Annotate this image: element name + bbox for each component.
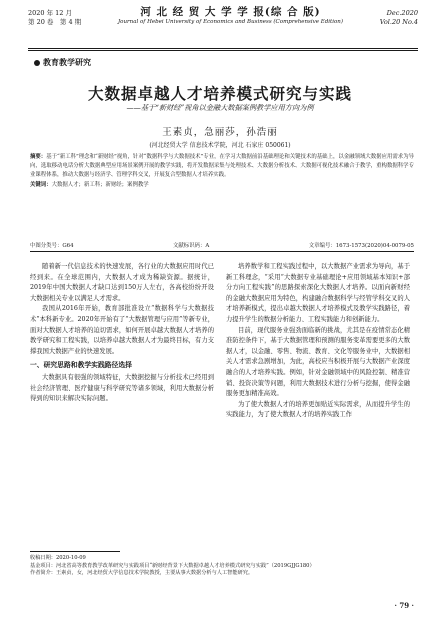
header-center [118, 4, 343, 25]
header-volume-en: Vol.20 No.4 [379, 18, 418, 26]
keywords-text: 大数据人才；新工科；新财经；案例教学 [51, 181, 149, 188]
journal-title-en: Journal of Hebei University of Economics and Business (Comprehensive Edition) [117, 19, 343, 25]
document-code: 文献标识码：A [173, 243, 210, 249]
received-date: 收稿日期：2020-10-09 [30, 555, 86, 561]
article-authors: 王素贞，急丽莎，孙浩丽 [162, 127, 278, 138]
paragraph: 为了使大数据人才的培养更加贴近实际需求，从而提升学生的实践能力，为了使大数据人才的培养实践工作 [226, 400, 410, 419]
paragraph: 随着新一代信息技术的快速发展，各行业的大数据应用时代已经到来。在全球范围内，大数据人才成为稀缺资源。据统计，2019年中国大数据人才缺口达到150万人左右，各高校纷纷开设大数据相关专业以满足人才需求。 [30, 263, 214, 302]
abstract-text: 基于“新工科”理念和“新财经”视角，针对“数据科学与大数据技术”专业，在学习大数据前沿基础理论和关键技术的基础上，以金融领域大数据应用需求为导向，选取移动电话分析大数据典型应用场景案例开展的教学实践，将开发数据采集与处理技术、大数据分析技术、大数据可视化技术融合于教学，重构数据科学专业课程体系，推动大数据与经济学、管理学科交叉，开展复合型数据人才培养实践。 [30, 154, 414, 179]
header-left [28, 9, 81, 27]
fund-info: 基金项目：河北省高等教育教学改革研究与实践项目“新财经背景下大数据卓越人才培养模式研究与实践”（2019GJJG180） [30, 562, 315, 569]
section-tag-label: 教育教学研究 [43, 58, 91, 67]
abstract-block [30, 153, 414, 190]
keywords [30, 181, 414, 190]
paragraph: 目前，现代服务业强劲面临新的挑战，尤其是在疫情常态化精准防控条件下，基于大数据管理和预测的服务变革需要更多的大数据人才，以金融、零售、物流、教育、文化等服务业中，大数据相关人才需求急剧增加，为此，高校应当积极开展与大数据产业深度融合的人才培养实践。例如，针对金融领域中的风险控制、精准营销、投资决策等问题，利用大数据技术进行分析与挖掘，使得金融服务更加精准高效。 [226, 326, 410, 398]
meta-divider [30, 251, 414, 252]
article-subtitle: ——基于“新财经”视角以金融大数据案例教学应用方向为例 [126, 103, 314, 112]
article-title: 大数据卓越人才培养模式研究与实践 [87, 84, 352, 103]
header-date-en: Dec.2020 [386, 9, 418, 17]
section-tag [34, 57, 91, 68]
body-column-right [226, 262, 410, 421]
header-volume-issue: 第 20 卷 第 4 期 [28, 18, 82, 26]
paragraph: 我国从2016年开始，教育部批准设立“数据科学与大数据技术”本科新专业。2020年开始有了“大数据管理与应用”等新专业，面对大数据人才培养的迫切需求，如何开展卓越大数据人才培养的教学研究和工程实践，以培养卓越大数据人才为最终目标，有力支撑我国大数据产业的快速发展。 [30, 305, 214, 355]
author-info: 作者简介：王素贞，女，河北经贸大学信息技术学院教授，主要从事大数据分析与人工智能研究。 [30, 570, 254, 577]
header-year-month: 2020 年 12 月 [28, 9, 73, 17]
footnote-divider [30, 551, 120, 552]
body-column-left [30, 262, 214, 405]
header-right [380, 9, 418, 27]
clc-number: 中图分类号：G64 [30, 243, 74, 249]
article-number: 文章编号：1673-1573(2020)04-0079-05 [308, 243, 414, 249]
classification-row [30, 241, 414, 249]
header-rule [28, 48, 418, 51]
footnote-block [30, 555, 414, 578]
section-heading: 一、研究思路和教学实践路径选择 [30, 361, 132, 370]
journal-header [28, 4, 418, 44]
paragraph: 大数据具有很强的领域特征，大数据挖掘与分析技术已经用到社会经济管理、医疗健康与科学研究等诸多领域，利用大数据分析得到的知识来解决实际问题。 [30, 373, 214, 403]
abstract-label: 摘要： [30, 154, 47, 160]
journal-title-cn: 河 北 经 贸 大 学 学 报(综 合 版) [140, 6, 321, 18]
author-affiliation: (河北经贸大学 信息技术学院，河北 石家庄 050061) [149, 142, 291, 149]
bullet-icon [34, 60, 40, 66]
paragraph: 培养数学和工程实践过程中，以大数据产业需求为导向，基于新工科理念，“采用“大数据专业基础理论+应用领域基本知识+部分方向工程实践”的思路探索深化大数据人才培养。以面向新财经的金融大数据应用为特色，构建融合数据科学与经管学科交叉的人才培养新模式，提出卓越大数据人才培养模式及教学实践路径，着力提升学生的数据分析能力、工程实践能力和创新能力。 [226, 263, 410, 323]
page-number: · 79 · [394, 601, 414, 610]
abstract [30, 153, 414, 181]
keywords-label: 关键词： [30, 181, 52, 188]
